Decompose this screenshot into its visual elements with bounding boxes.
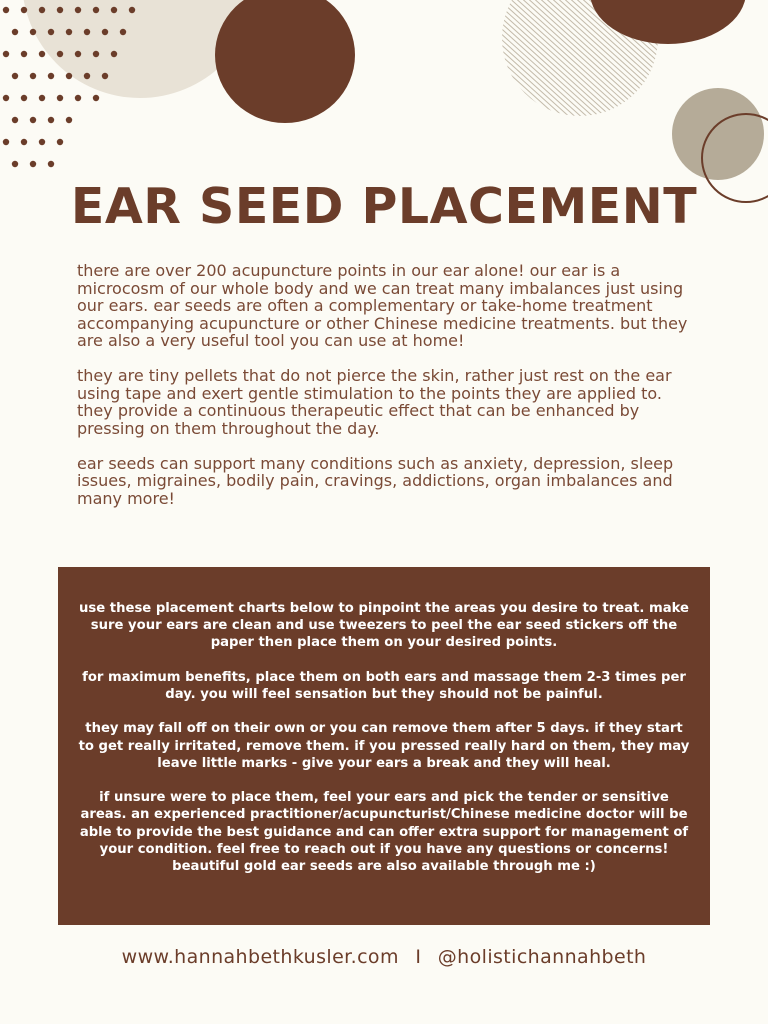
- decor-dot: [57, 139, 63, 145]
- decor-dot: [66, 29, 72, 35]
- page-title: EAR SEED PLACEMENT: [70, 178, 698, 235]
- decor-dot: [93, 7, 99, 13]
- decor-dot: [57, 7, 63, 13]
- decor-dot: [48, 73, 54, 79]
- decor-dot: [93, 95, 99, 101]
- intro-text: [77, 262, 697, 525]
- decor-dot: [39, 7, 45, 13]
- website-link[interactable]: www.hannahbethkusler.com: [121, 946, 399, 968]
- decor-dot: [102, 29, 108, 35]
- social-handle[interactable]: @holistichannahbeth: [437, 946, 647, 968]
- decor-dot: [12, 161, 18, 167]
- decor-dot: [111, 51, 117, 57]
- footer: [0, 946, 768, 968]
- decor-dot: [75, 7, 81, 13]
- decor-dot: [30, 161, 36, 167]
- decor-dot: [30, 29, 36, 35]
- decor-dot: [84, 29, 90, 35]
- decor-dot: [3, 95, 9, 101]
- decor-dot: [120, 29, 126, 35]
- instructions-panel: [58, 567, 710, 925]
- decor-dot: [30, 117, 36, 123]
- decor-dot: [66, 73, 72, 79]
- decor-dot: [21, 139, 27, 145]
- decor-dot: [39, 51, 45, 57]
- instruction-paragraph: if unsure were to place them, feel your ears and pick the tender or sensitive areas. an experienced practitioner/acupuncturist/Chinese medicine doctor will be able to provide the best guidance and can offer extra support for management of your condition. feel free to reach out if you have any questions or concerns! beautiful gold ear seeds are also available through me :): [79, 790, 689, 874]
- decor-dot: [57, 51, 63, 57]
- decor-dot: [12, 117, 18, 123]
- decor-dot: [75, 51, 81, 57]
- taupe-circle-shape: [672, 88, 764, 180]
- decor-dot: [66, 117, 72, 123]
- decor-dot: [111, 7, 117, 13]
- decor-dot: [3, 139, 9, 145]
- decor-dot: [39, 95, 45, 101]
- decor-dot: [3, 7, 9, 13]
- instruction-paragraph: use these placement charts below to pinpoint the areas you desire to treat. make sure your ears are clean and use tweezers to peel the ear seed stickers off the paper then place them on your desired points.: [79, 601, 689, 651]
- decor-dot: [3, 51, 9, 57]
- decor-dot: [84, 73, 90, 79]
- decor-dot: [48, 29, 54, 35]
- decor-dot: [75, 95, 81, 101]
- decor-dot: [21, 51, 27, 57]
- decor-dot: [21, 7, 27, 13]
- brown-blob-shape: [215, 0, 355, 123]
- intro-paragraph: they are tiny pellets that do not pierce the skin, rather just rest on the ear using tape and exert gentle stimulation to the points they are applied to. they provide a continuous therapeutic effect that can be enhanced by pressing on them throughout the day.: [77, 366, 672, 438]
- decor-dot: [12, 29, 18, 35]
- decor-dot: [12, 73, 18, 79]
- instruction-paragraph: for maximum benefits, place them on both ears and massage them 2-3 times per day. you will feel sensation but they should not be painful.: [82, 669, 686, 702]
- decor-dot: [48, 161, 54, 167]
- decor-dot: [102, 73, 108, 79]
- decor-dot: [48, 117, 54, 123]
- instructions-text: [76, 600, 692, 892]
- decor-dot: [129, 7, 135, 13]
- intro-paragraph: there are over 200 acupuncture points in our ear alone! our ear is a microcosm of our whole body and we can treat many imbalances just using our ears. ear seeds are often a complementary or take-home treatment accompanying acupuncture or other Chinese medicine treatments. but they are also a very useful tool you can use at home!: [77, 261, 688, 350]
- decor-dot: [93, 51, 99, 57]
- intro-paragraph: ear seeds can support many conditions such as anxiety, depression, sleep issues, migraines, bodily pain, cravings, addictions, organ imbalances and many more!: [77, 453, 674, 508]
- decor-dot: [21, 95, 27, 101]
- instruction-paragraph: they may fall off on their own or you can remove them after 5 days. if they start to get really irritated, remove them. if you pressed really hard on them, they may leave little marks - give your ears a break and they will heal.: [78, 721, 690, 771]
- decor-dot: [30, 73, 36, 79]
- decor-dot: [39, 139, 45, 145]
- footer-separator: I: [415, 946, 422, 968]
- decor-dot: [57, 95, 63, 101]
